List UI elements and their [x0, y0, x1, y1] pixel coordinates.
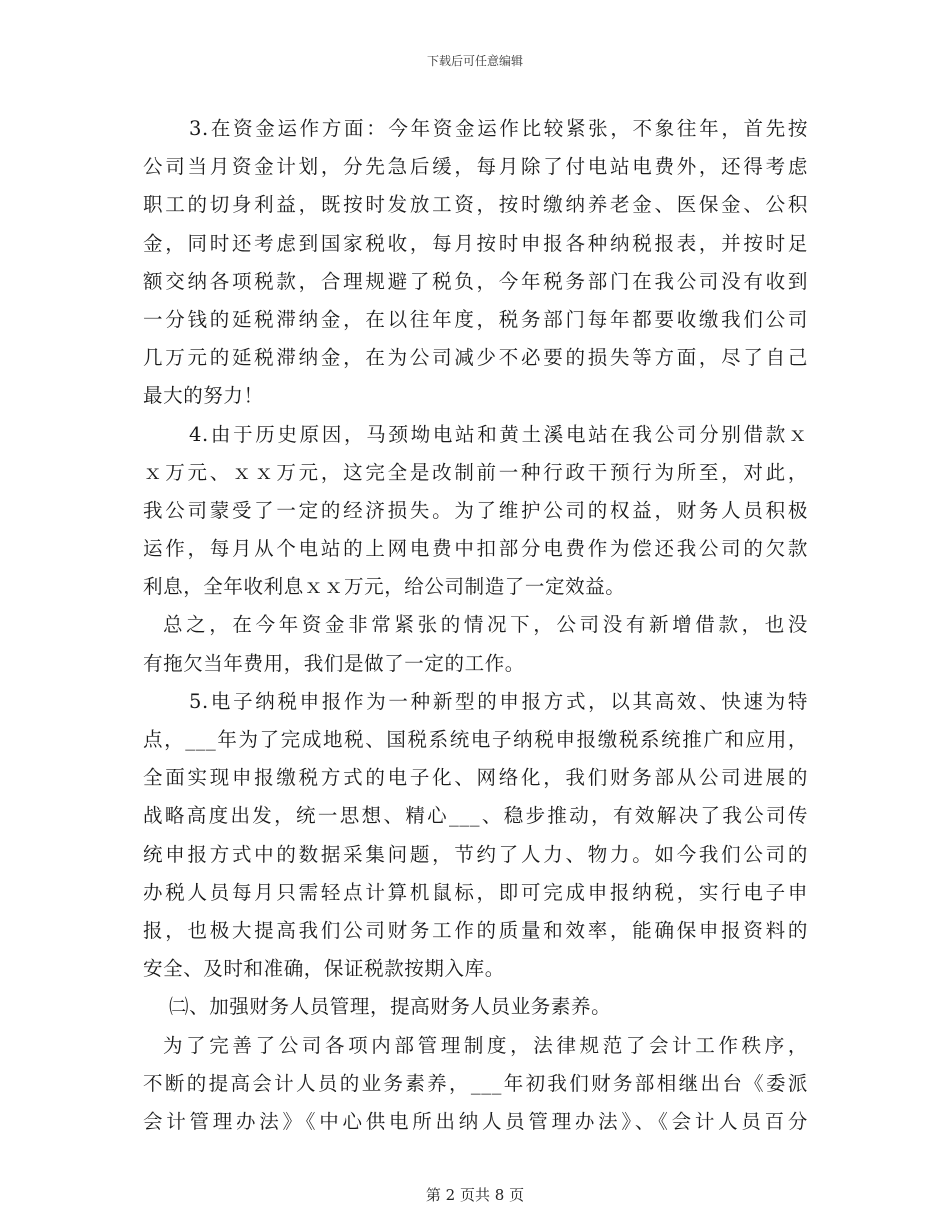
text-line: 有拖欠当年费用，我们是做了一定的工作。 — [143, 651, 525, 675]
text-line: 最大的努力！ — [143, 384, 264, 408]
text-line: 报，也极大提高我们公司财务工作的质量和效率，能确保申报资料的 — [143, 918, 808, 942]
page-header: 下载后可任意编辑 — [426, 54, 523, 68]
text-line: ｘ万元、ｘｘ万元，这完全是改制前一种行政干预行为所至，对此， — [143, 460, 808, 484]
text-line: 3.在资金运作方面：今年资金运作比较紧张，不象往年，首先按 — [189, 117, 808, 140]
document-body — [143, 110, 808, 1141]
text-line: 4.由于历史原因，马颈坳电站和黄土溪电站在我公司分别借款ｘ — [189, 422, 808, 446]
text-line: 5.电子纳税申报作为一种新型的申报方式，以其高效、快速为特 — [189, 689, 808, 713]
text-line: 公司当月资金计划，分先急后缓，每月除了付电站电费外，还得考虑 — [143, 155, 808, 179]
text-line: 我公司蒙受了一定的经济损失。为了维护公司的权益，财务人员积极 — [143, 498, 808, 522]
text-line: 职工的切身利益，既按时发放工资，按时缴纳养老金、医保金、公积 — [143, 193, 808, 217]
text-line: 总之，在今年资金非常紧张的情况下，公司没有新增借款，也没 — [163, 613, 808, 637]
text-line: 安全、及时和准确，保证税款按期入库。 — [143, 957, 505, 981]
text-line: 会计管理办法》《中心供电所出纳人员管理办法》、《会计人员百分 — [143, 1109, 808, 1133]
page-footer: 第 2 页共 8 页 — [425, 1186, 525, 1204]
text-line: 点，___年为了完成地税、国税系统电子纳税申报缴税系统推广和应用， — [143, 728, 808, 751]
text-line: 一分钱的延税滞纳金，在以往年度，税务部门每年都要收缴我们公司 — [143, 307, 808, 331]
text-line: 额交纳各项税款，合理规避了税负，今年税务部门在我公司没有收到 — [143, 269, 808, 293]
text-line: 利息，全年收利息ｘｘ万元，给公司制造了一定效益。 — [143, 575, 626, 599]
text-line: 金，同时还考虑到国家税收，每月按时申报各种纳税报表，并按时足 — [143, 231, 808, 255]
text-line: 为了完善了公司各项内部管理制度，法律规范了会计工作秩序， — [163, 1033, 808, 1057]
text-line: 战略高度出发，统一思想、精心___、稳步推动，有效解决了我公司传 — [143, 804, 808, 828]
text-line: 统申报方式中的数据采集问题，节约了人力、物力。如今我们公司的 — [143, 842, 808, 866]
text-line: 办税人员每月只需轻点计算机鼠标，即可完成申报纳税，实行电子申 — [143, 880, 808, 904]
text-line: 几万元的延税滞纳金，在为公司减少不必要的损失等方面，尽了自己 — [143, 346, 808, 370]
text-line: 运作，每月从个电站的上网电费中扣部分电费作为偿还我公司的欠款 — [143, 537, 808, 561]
section-heading: ㈡、加强财务人员管理，提高财务人员业务素养。 — [169, 995, 612, 1019]
text-line: 全面实现申报缴税方式的电子化、网络化，我们财务部从公司进展的 — [143, 766, 808, 790]
text-line: 不断的提高会计人员的业务素养，___年初我们财务部相继出台《委派 — [143, 1071, 808, 1095]
